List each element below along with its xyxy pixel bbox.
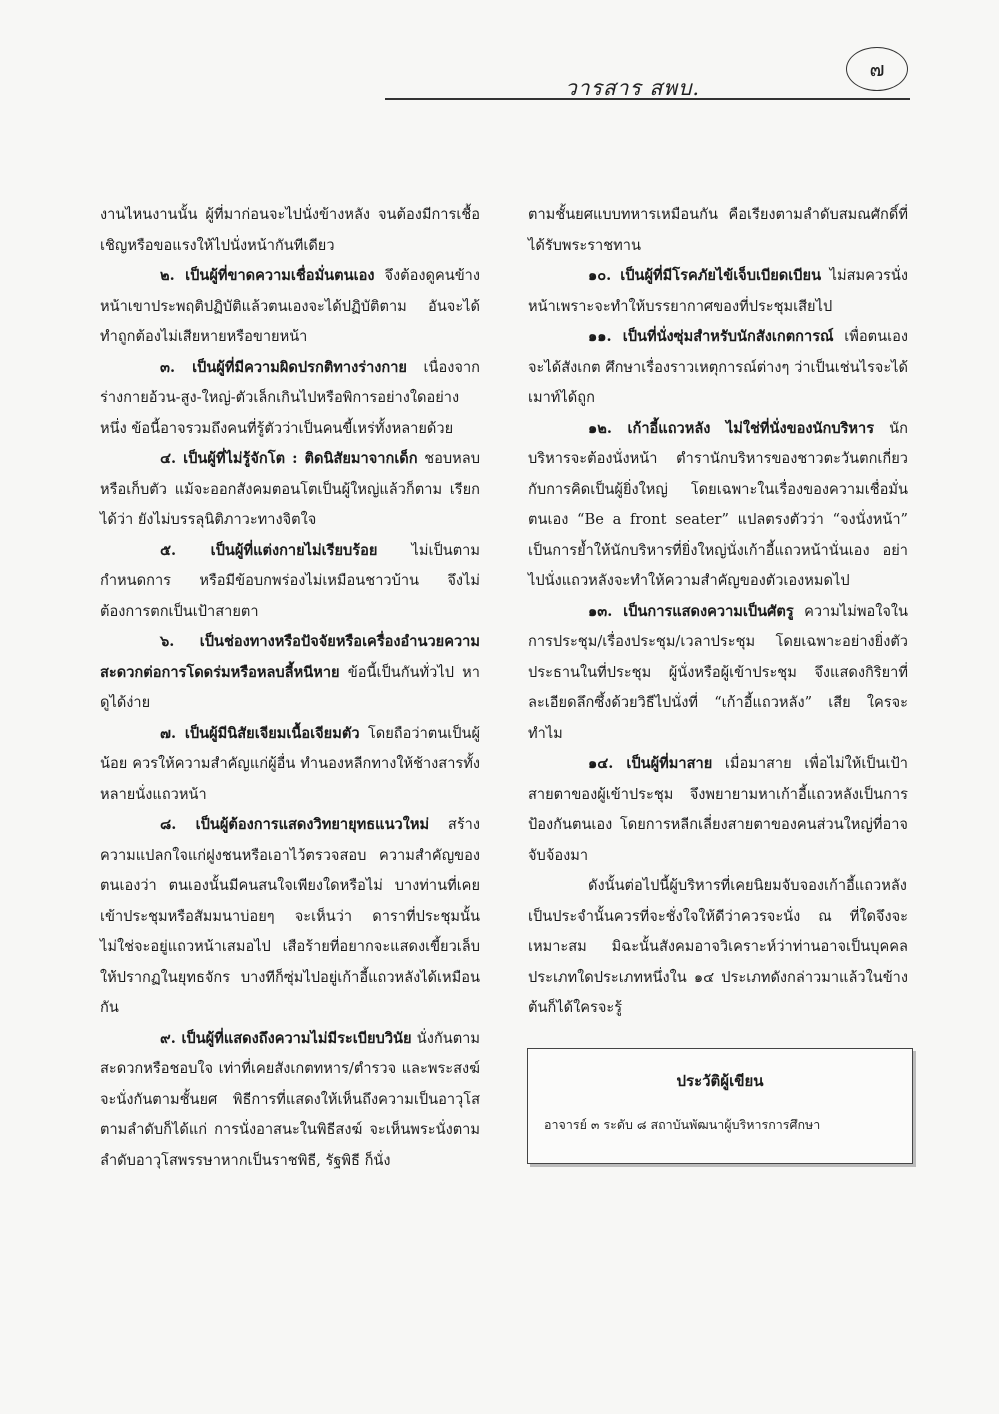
numbered-paragraph [100, 536, 480, 628]
journal-title: วารสาร สพบ. [565, 76, 701, 100]
author-bio-title: ประวัติผู้เขียน [676, 1072, 764, 1090]
paragraph-heading: ๑๐. เป็นผู้ที่มีโรคภัยไข้เจ็บเบียดเบียน [588, 267, 822, 284]
paragraph-text: ความไม่พอใจในการประชุม/เรื่องประชุม/เวลาประชุม โดยเฉพาะอย่างยิ่งตัวประธานในที่ประชุม ผู้นั่งหรือผู้เข้าประชุม จึงแสดงกิริยาที่ละเอียดลึกซึ้งด้วยวิธีไปนั่งที่ “เก้าอี้แถวหลัง” เสีย ใครจะทำไม [528, 602, 908, 742]
paragraph-text: ไม่เป็นตามกำหนดการ หรือมีข้อบกพร่องไม่เหมือนชาวบ้าน จึงไม่ต้องการตกเป็นเป้าสายตา [100, 541, 481, 620]
paragraph-text: ตามชั้นยศแบบทหารเหมือนกัน คือเรียงตามลำดับสมณศักดิ์ที่ได้รับพระราชทาน [528, 206, 908, 254]
numbered-paragraph [100, 719, 480, 811]
paragraph-text: จึงต้องดูคนข้างหน้าเขาประพฤติปฏิบัติแล้วตนเองจะได้ปฏิบัติตาม อันจะได้ทำถูกต้องไม่เสียหายหรือขายหน้า [100, 267, 481, 345]
paragraph-heading: ๖. เป็นช่องทางหรือปัจจัยหรือเครื่องอำนวยความสะดวกต่อการโดดร่มหรือหลบลี้หนีหาย [100, 633, 480, 681]
numbered-paragraph [100, 627, 480, 719]
paragraph-text: นักบริหารจะต้องนั่งหน้า ตำรานักบริหารของชาวตะวันตกเกี่ยวกับการคิดเป็นผู้ยิ่งใหญ่ โดยเฉพาะในเรื่องของความเชื่อมั่นตนเอง “Be a front seater” แปลตรงตัวว่า “จงนั่งหน้า” เป็นการย้ำให้นักบริหารที่ยิ่งใหญ่นั่งเก้าอี้แถวหน้านั่นเอง อย่าไปนั่งแถวหลังจะทำให้ความสำคัญของตัวเองหมดไป [528, 419, 908, 589]
page-number: ๗ [846, 47, 908, 91]
numbered-paragraph [528, 597, 908, 750]
numbered-paragraph [100, 1024, 480, 1177]
paragraph-text: นั่งกันตามสะดวกหรือชอบใจ เท่าที่เคยสังเกตทหาร/ตำรวจ และพระสงฆ์จะนั่งกันตามชั้นยศ พิธีการที่แสดงให้เห็นถึงความเป็นอาวุโสตามลำดับก็ได้แก่ การนั่งอาสนะในพิธีสงฆ์ จะเห็นพระนั่งตามลำดับอาวุโสพรรษาหากเป็นราชพิธี, รัฐพิธี ก็นั่ง [100, 1029, 480, 1169]
left-column [100, 200, 480, 1176]
paragraph-heading: ๕. เป็นผู้ที่แต่งกายไม่เรียบร้อย [160, 541, 378, 559]
numbered-paragraph [528, 414, 908, 597]
paragraph-text: โดยถือว่าตนเป็นผู้น้อย ควรให้ความสำคัญแก่ผู้อื่น ทำนองหลีกทางให้ช้างสารทั้งหลายนั่งแถวหน้า [100, 724, 480, 803]
paragraph-heading: ๑๓. เป็นการแสดงความเป็นศัตรู [588, 602, 794, 620]
paragraph-text: เนื่องจากร่างกายอ้วน-สูง-ใหญ่-ตัวเล็กเกินไปหรือพิการอย่างใดอย่างหนึ่ง ข้อนี้อาจรวมถึงคนที่รู้ตัวว่าเป็นคนขี้เหร่ทั้งหลายด้วย [100, 358, 480, 437]
paragraph-heading: ๘. เป็นผู้ต้องการแสดงวิทยายุทธแนวใหม่ [160, 816, 430, 833]
paragraph-text: เพื่อตนเองจะได้สังเกต ศึกษาเรื่องราวเหตุการณ์ต่างๆ ว่าเป็นเช่นไรจะได้เมาท์ได้ถูก [528, 328, 908, 406]
numbered-paragraph [528, 749, 908, 871]
paragraph-heading: ๒. เป็นผู้ที่ขาดความเชื่อมั่นตนเอง [160, 267, 375, 284]
paragraph [528, 200, 908, 261]
paragraph-heading: ๓. เป็นผู้ที่มีความผิดปรกติทางร่างกาย [160, 358, 407, 376]
paragraph-heading: ๗. เป็นผู้มีนิสัยเจียมเนื้อเจียมตัว [160, 724, 360, 742]
author-bio-box [527, 1048, 913, 1164]
numbered-paragraph [100, 353, 480, 445]
paragraph-heading: ๑๑. เป็นที่นั่งซุ่มสำหรับนักสังเกตการณ์ [588, 328, 834, 345]
paragraph-text: สร้างความแปลกใจแก่ฝูงชนหรือเอาไว้ตรวจสอบ ความสำคัญของตนเองว่า ตนเองนั้นมีคนสนใจเพียงใดหรือไม่ บางท่านที่เคยเข้าประชุมหรือสัมมนาบ่อยๆ จะเห็นว่า ดาราที่ประชุมนั้น ไม่ใช่จะอยู่แถวหน้าเสมอไป เสือร้ายที่อยากจะแสดงเขี้ยวเล็บให้ปรากฏในยุทธจักร บางทีก็ซุ่มไปอยู่เก้าอี้แถวหลังได้เหมือนกัน [100, 816, 480, 1016]
paragraph-text: เมื่อมาสาย เพื่อไม่ให้เป็นเป้าสายตาของผู้เข้าประชุม จึงพยายามหาเก้าอี้แถวหลังเป็นการป้องกันตนเอง โดยการหลีกเลี่ยงสายตาของคนส่วนใหญ่ที่อาจจับจ้องมา [528, 755, 908, 864]
paragraph [528, 871, 908, 1024]
paragraph [100, 200, 480, 261]
right-column [528, 200, 908, 1024]
paragraph-text: ชอบหลบหรือเก็บตัว แม้จะออกสังคมตอนโตเป็นผู้ใหญ่แล้วก็ตาม เรียกได้ว่า ยังไม่บรรลุนิติภาวะทางจิตใจ [100, 450, 480, 528]
paragraph-text: ดังนั้นต่อไปนี้ผู้บริหารที่เคยนิยมจับจองเก้าอี้แถวหลังเป็นประจำนั้นควรที่จะชั่งใจให้ดีว่าควรจะนั่ง ณ ที่ใดจึงจะเหมาะสม มิฉะนั้นสังคมอาจวิเคราะห์ว่าท่านอาจเป็นบุคคลประเภทใดประเภทหนึ่งใน ๑๔ ประเภทดังกล่าวมาแล้วในข้างต้นก็ได้ใครจะรู้ [528, 877, 908, 1016]
paragraph-heading: ๙. เป็นผู้ที่แสดงถึงความไม่มีระเบียบวินัย [160, 1029, 412, 1047]
paragraph-text: ไม่สมควรนั่งหน้าเพราะจะทำให้บรรยากาศของที่ประชุมเสียไป [528, 267, 908, 315]
numbered-paragraph [528, 261, 908, 322]
numbered-paragraph [100, 444, 480, 536]
paragraph-heading: ๑๒. เก้าอี้แถวหลัง ไม่ใช่ที่นั่งของนักบริหาร [588, 419, 875, 437]
header-divider [385, 98, 910, 100]
numbered-paragraph [100, 810, 480, 1024]
paragraph-heading: ๑๔. เป็นผู้ที่มาสาย [588, 755, 713, 772]
numbered-paragraph [100, 261, 480, 353]
paragraph-heading: ๔. เป็นผู้ที่ไม่รู้จักโต : ติดนิสัยมาจากเด็ก [160, 450, 418, 467]
numbered-paragraph [528, 322, 908, 414]
paragraph-text: ข้อนี้เป็นกันทั่วไป หาดูได้ง่าย [100, 663, 480, 711]
paragraph-text: งานไหนงานนั้น ผู้ที่มาก่อนจะไปนั่งข้างหลัง จนต้องมีการเชื้อเชิญหรือขอแรงให้ไปนั่งหน้ากันทีเดียว [100, 206, 480, 254]
author-bio-text: อาจารย์ ๓ ระดับ ๘ สถาบันพัฒนาผู้บริหารการศึกษา [544, 1117, 821, 1132]
